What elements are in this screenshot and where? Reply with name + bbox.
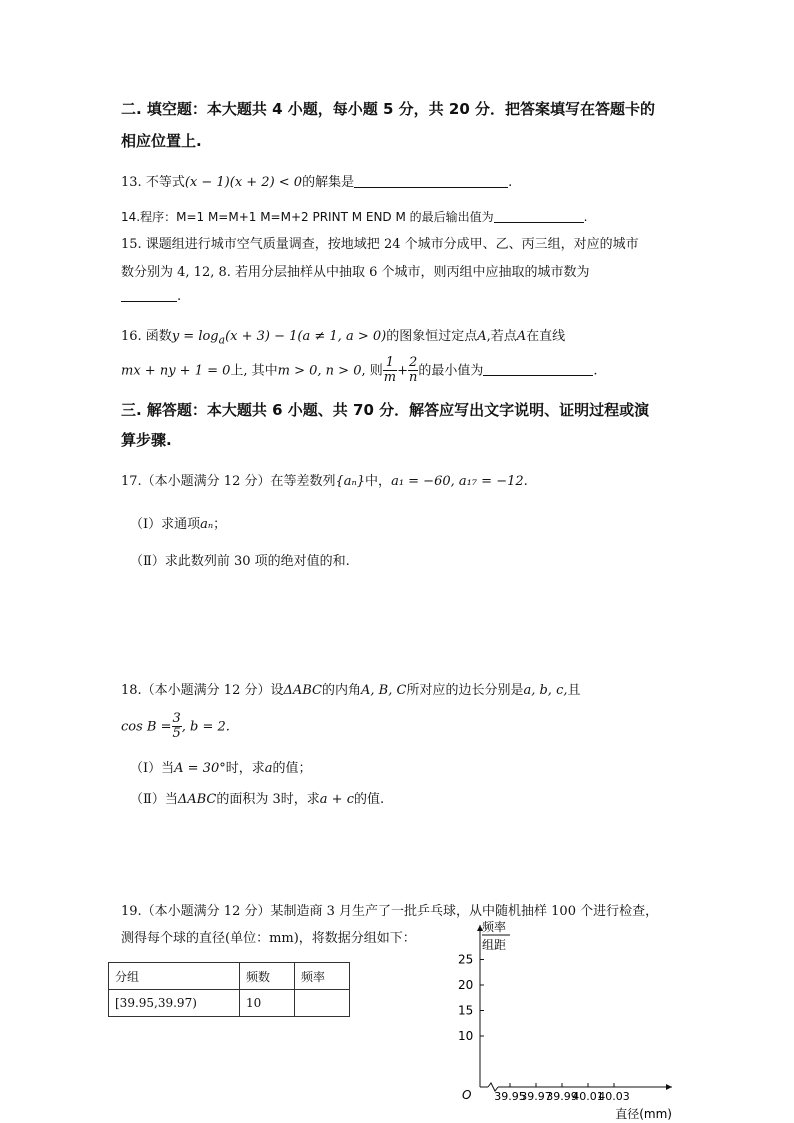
y-tick-label: 25 [458, 952, 474, 967]
q18-part2-text: （Ⅱ）当 [130, 792, 178, 807]
question-19-line1: 19.（本小题满分 12 分）某制造商 3 月生产了一批乒乓球，从中随机抽样 100 个进行检查， [121, 904, 659, 919]
q18-part1-var: a [264, 761, 273, 776]
q17-part1-end: ； [213, 517, 227, 532]
table-header-cell: 频数 [240, 963, 295, 990]
table-header-row [109, 963, 350, 990]
q16-stem: 的图象恒过定点 [386, 329, 478, 344]
q18-part1-cond: A = 30° [174, 761, 226, 776]
q13-number: 13. [121, 175, 142, 190]
q17-condition: a₁ = −60, a₁₇ = −12. [391, 474, 528, 489]
q16-point: A [477, 329, 487, 344]
table-cell: 10 [240, 990, 295, 1017]
x-tick-label: 39.95 [494, 1090, 526, 1103]
section3-heading-line2: 算步骤. [121, 431, 172, 449]
q18-stem-2: 的内角 [322, 683, 362, 698]
q18-cos-fraction: $\frac{3}{5}$ [172, 711, 181, 742]
q14-answer-blank[interactable] [494, 208, 584, 223]
q14-period: . [583, 210, 588, 224]
q16-stem-6: 的最小值为 [418, 363, 484, 379]
q18-b-value: , b = 2. [181, 719, 230, 735]
x-tick-label: 39.97 [520, 1090, 552, 1103]
question-15-line3 [121, 287, 181, 304]
y-label-top: 频率 [482, 920, 507, 934]
q15-period: . [177, 289, 182, 304]
q16-line-equation: mx + ny + 1 = 0 [121, 363, 231, 379]
q13-answer-blank[interactable] [354, 173, 508, 188]
q18-cos: cos B = [121, 719, 172, 735]
table-row [109, 990, 350, 1017]
y-label-bottom: 组距 [482, 938, 507, 952]
q18-part2-var: a + c [319, 792, 354, 807]
q16-plus: + [397, 363, 408, 379]
question-15-line2: 数分别为 4, 12, 8. 若用分层抽样从中抽取 6 个城市，则丙组中应抽取的城市数为 [121, 265, 590, 280]
q16-answer-blank[interactable] [483, 361, 593, 376]
q18-angles: A, B, C [361, 683, 407, 698]
q18-part2-triangle: ΔABC [177, 792, 217, 807]
q18-part2-text-2: 的面积为 3时，求 [216, 792, 320, 807]
section2-heading-line2: 相应位置上. [121, 132, 202, 150]
q16-stem-4: 上, 其中 [230, 363, 278, 379]
q16-log-base: a [218, 333, 226, 347]
table-cell: [39.95,39.97) [109, 990, 240, 1017]
x-tick-label: 39.99 [546, 1090, 578, 1103]
question-14 [121, 208, 588, 225]
q16-stem-2: ,若点 [486, 329, 517, 344]
question-16-line2 [121, 356, 598, 386]
q18-sides: a, b, c, [523, 683, 568, 698]
q16-function-args: (x + 3) − 1(a ≠ 1, a > 0) [225, 329, 387, 344]
q17-part1-var: aₙ [200, 517, 214, 532]
section2-heading-line1: 二. 填空题：本大题共 4 小题，每小题 5 分，共 20 分．把答案填写在答题卡的 [121, 100, 656, 118]
frequency-table [108, 962, 350, 1017]
q18-part1-end: 的值； [272, 761, 312, 776]
histogram-axes [440, 915, 680, 1123]
question-19-line2: 测得每个球的直径(单位：mm)，将数据分组如下： [121, 931, 416, 946]
q18-part2-end: 的值. [353, 792, 385, 807]
q16-fraction-1: $\frac{1}{m}$ [383, 355, 397, 386]
q18-triangle: ΔABC [283, 683, 323, 698]
x-axis-label: 直径(mm) [615, 1107, 672, 1121]
q13-inequality: (x − 1)(x + 2) < 0 [184, 175, 303, 190]
q16-point-2: A [516, 329, 527, 344]
y-tick-label: 10 [458, 1029, 474, 1043]
q17-stem: 17.（本小题满分 12 分）在等差数列 [121, 474, 336, 489]
question-17-part2: （Ⅱ）求此数列前 30 项的绝对值的和. [130, 554, 350, 569]
q13-period: . [508, 175, 513, 190]
q14-text: 14.程序：M=1 M=M+1 M=M+2 PRINT M END M 的最后输出值为 [121, 210, 494, 224]
x-tick-label: 40.03 [598, 1090, 630, 1103]
q18-stem-3: 所对应的边长分别是 [406, 683, 524, 698]
q15-answer-blank[interactable] [121, 287, 177, 302]
x-tick-label: 40.01 [572, 1090, 604, 1103]
q16-stem-5: , 则 [361, 363, 383, 379]
q18-part1-text-2: 时，求 [225, 761, 265, 776]
table-header-cell: 频率 [295, 963, 350, 990]
question-16-line1 [121, 325, 565, 347]
question-17-part1 [130, 513, 226, 532]
q18-stem: 18.（本小题满分 12 分）设 [121, 683, 284, 698]
question-15-line1: 15. 课题组进行城市空气质量调查，按地域把 24 个城市分成甲、乙、丙三组，对应的城市 [121, 237, 639, 252]
q16-condition: m > 0, n > 0 [277, 363, 362, 379]
question-18-part1 [130, 757, 312, 776]
q18-stem-4: 且 [567, 683, 581, 698]
y-tick-label: 20 [458, 978, 474, 992]
question-17-stem [121, 470, 528, 489]
question-18-stem [121, 679, 581, 698]
section3-heading-line1: 三. 解答题：本大题共 6 小题、共 70 分．解答应写出文字说明、证明过程或演 [121, 401, 650, 419]
table-header-cell: 分组 [109, 963, 240, 990]
q17-part1-text: （Ⅰ）求通项 [130, 517, 201, 532]
q16-number: 16. 函数 [121, 329, 172, 344]
q16-fraction-2: $\frac{2}{n}$ [408, 355, 418, 386]
q13-stem: 不等式 [145, 175, 185, 190]
question-13 [121, 171, 512, 190]
origin-label: O [462, 1088, 472, 1102]
q16-period: . [593, 363, 598, 379]
q13-stem-end: 的解集是 [302, 175, 355, 190]
question-18-part2 [130, 788, 384, 807]
q16-stem-3: 在直线 [526, 329, 566, 344]
table-cell[interactable] [295, 990, 350, 1017]
q17-stem-2: 中， [365, 474, 392, 489]
q17-sequence: {aₙ} [335, 474, 366, 489]
question-18-condition [121, 712, 230, 742]
q16-function: y = log [171, 329, 219, 344]
y-tick-label: 15 [458, 1003, 474, 1018]
q18-part1-text: （Ⅰ）当 [130, 761, 175, 776]
